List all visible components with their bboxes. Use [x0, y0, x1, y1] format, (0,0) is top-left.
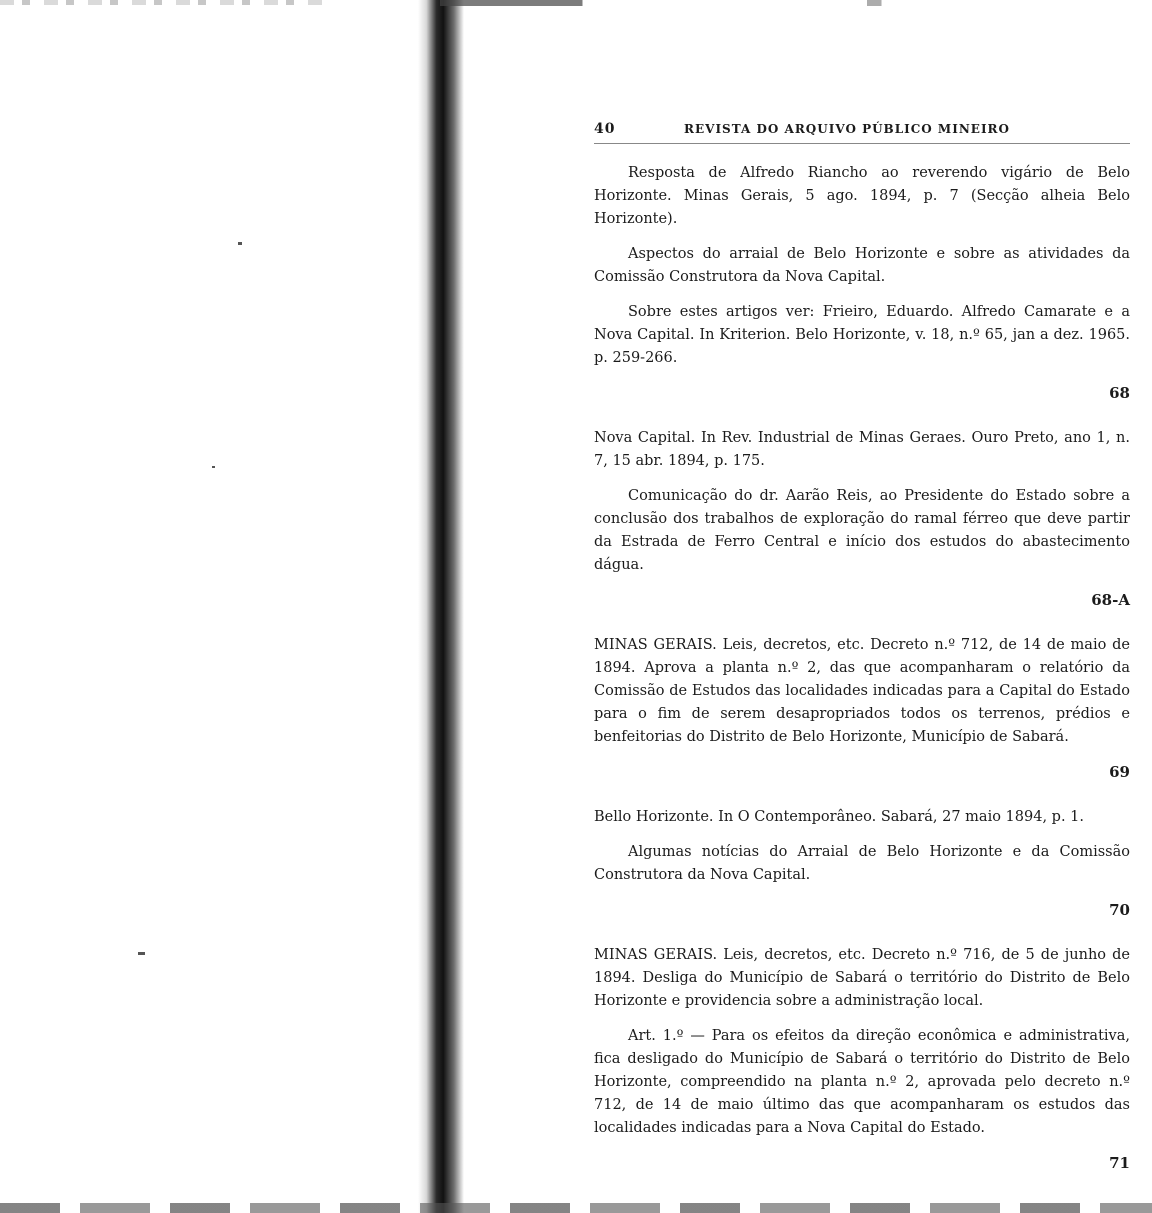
- left-page-blank: [0, 0, 430, 1213]
- entry-number: 68: [1109, 384, 1130, 402]
- entry-number: 68-A: [1091, 591, 1130, 609]
- entry-number: 69: [1109, 763, 1130, 781]
- right-page-text: [594, 118, 1130, 1197]
- entry-citation: MINAS GERAIS. Leis, decretos, etc. Decreto n.º 712, de 14 de maio de 1894. Aprova a planta n.º 2, das que acompanharam o relatório da Comissão de Estudos das localidades indicadas para a Capital do Estado para o fim de serem desapropriados todos os terrenos, prédios e benfeitorias do Distrito de Belo Horizonte, Município de Sabará.: [594, 637, 1130, 745]
- running-header: [594, 118, 1130, 144]
- page-number: 40: [594, 121, 616, 137]
- entry-paragraph: Aspectos do arraial de Belo Horizonte e sobre as atividades da Comissão Construtora da Nova Capital.: [594, 246, 1130, 285]
- scan-edge-bottom: [0, 1203, 1152, 1213]
- entry-number: 70: [1109, 901, 1130, 919]
- book-gutter-shadow: [418, 0, 464, 1213]
- entry-citation: MINAS GERAIS. Leis, decretos, etc. Decreto n.º 716, de 5 de junho de 1894. Desliga do Município de Sabará o território do Distrito de Belo Horizonte e providencia sobre a administração local.: [594, 947, 1130, 1009]
- entry-paragraph: Sobre estes artigos ver: Frieiro, Eduardo. Alfredo Camarate e a Nova Capital. In Kriterion. Belo Horizonte, v. 18, n.º 65, jan a dez. 1965. p. 259-266.: [594, 304, 1130, 366]
- scan-speck: [238, 242, 242, 245]
- entry-paragraph: Comunicação do dr. Aarão Reis, ao Presidente do Estado sobre a conclusão dos trabalhos de exploração do ramal férreo que deve partir da Estrada de Ferro Central e início dos estudos do abastecimento dágua.: [594, 488, 1130, 573]
- scan-speck: [212, 466, 215, 468]
- scan-speck: [138, 952, 145, 955]
- entry-paragraph: Algumas notícias do Arraial de Belo Horizonte e da Comissão Construtora da Nova Capital.: [594, 844, 1130, 883]
- entry-citation: Bello Horizonte. In O Contemporâneo. Sabará, 27 maio 1894, p. 1.: [594, 809, 1085, 825]
- scan-noise-top: [0, 0, 330, 5]
- entry-citation: Nova Capital. In Rev. Industrial de Minas Geraes. Ouro Preto, ano 1, n. 7, 15 abr. 1894, p. 175.: [594, 430, 1130, 469]
- scan-edge-top: [440, 0, 1152, 6]
- entry-paragraph: Resposta de Alfredo Riancho ao reverendo vigário de Belo Horizonte. Minas Gerais, 5 ago. 1894, p. 7 (Secção alheia Belo Horizonte).: [594, 165, 1130, 227]
- entry-paragraph: Art. 1.º — Para os efeitos da direção econômica e administrativa, fica desligado do Município de Sabará o território do Distrito de Belo Horizonte, compreendido na planta n.º 2, aprovada pelo decreto n.º 712, de 14 de maio último das que acompanharam os estudos das localidades indicadas para a Nova Capital do Estado.: [594, 1028, 1130, 1136]
- entry-number: 71: [1109, 1154, 1130, 1172]
- journal-title: REVISTA DO ARQUIVO PÚBLICO MINEIRO: [684, 122, 1010, 136]
